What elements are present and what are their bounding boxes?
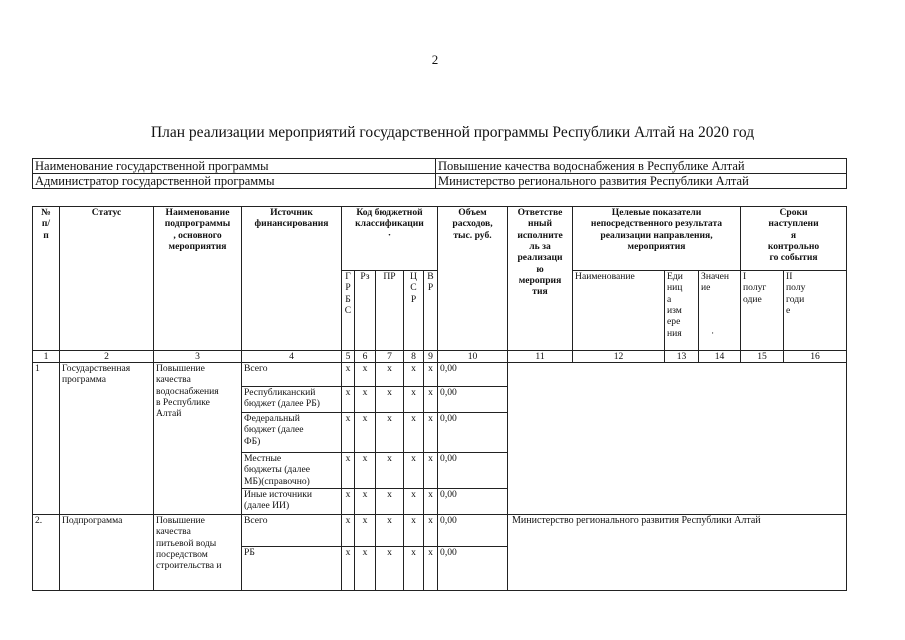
document-title: План реализации мероприятий государственной программы Республики Алтай на 2020 год: [150, 124, 755, 141]
row-amount: 0,00: [438, 515, 508, 547]
code-csr: х: [404, 547, 424, 591]
row-amount: 0,00: [438, 363, 508, 387]
code-csr: х: [404, 515, 424, 547]
code-pr: х: [376, 413, 404, 453]
code-vr: х: [424, 363, 438, 387]
row-source: Федеральный бюджет (далее ФБ): [242, 413, 342, 453]
code-pr: х: [376, 363, 404, 387]
code-csr: х: [404, 387, 424, 413]
header-deadlines: Сроки наступлени я контрольно го события: [741, 207, 847, 271]
column-number: 9: [424, 351, 438, 363]
row-status: Подпрограмма: [60, 515, 154, 591]
code-rz: х: [355, 453, 376, 489]
header-target-value: [699, 271, 741, 351]
code-vr: х: [424, 489, 438, 515]
code-pr: х: [376, 547, 404, 591]
row-name: Повышение качества водоснабжения в Республике Алтай: [154, 363, 242, 515]
column-number: 13: [665, 351, 699, 363]
row-source: Всего: [242, 515, 342, 547]
code-grbs: х: [342, 363, 355, 387]
code-grbs: х: [342, 387, 355, 413]
code-csr: х: [404, 489, 424, 515]
code-rz: х: [355, 387, 376, 413]
row-num: 1: [33, 363, 60, 515]
row-responsible: [508, 363, 847, 515]
program-admin-value: Министерство регионального развития Республики Алтай: [436, 174, 847, 189]
row-amount: 0,00: [438, 547, 508, 591]
code-vr: х: [424, 387, 438, 413]
header-half-2: II полу годи е: [784, 271, 847, 351]
table-row: [33, 515, 847, 547]
row-amount: 0,00: [438, 489, 508, 515]
code-pr: х: [376, 387, 404, 413]
table-row: [33, 363, 847, 387]
header-targets: Целевые показатели непосредственного результата реализации направления, мероприятия: [573, 207, 741, 271]
code-grbs: х: [342, 413, 355, 453]
column-number: 15: [741, 351, 784, 363]
code-rz: х: [355, 413, 376, 453]
header-status: Статус: [60, 207, 154, 351]
code-rz: х: [355, 363, 376, 387]
program-name-label: Наименование государственной программы: [33, 159, 436, 174]
row-responsible: Министерство регионального развития Республики Алтай: [508, 515, 847, 591]
row-num: 2.: [33, 515, 60, 591]
code-pr: х: [376, 489, 404, 515]
code-vr: х: [424, 413, 438, 453]
header-responsible: Ответстве нный исполните ль за реализаци ю мероприя тия: [508, 207, 573, 351]
header-vr: В Р: [424, 271, 438, 351]
row-source: РБ: [242, 547, 342, 591]
column-number: 6: [355, 351, 376, 363]
row-amount: 0,00: [438, 453, 508, 489]
header-target-value-mark: ·: [711, 327, 715, 339]
program-admin-row: [33, 174, 847, 189]
row-status: Государственная программа: [60, 363, 154, 515]
column-number: 4: [242, 351, 342, 363]
header-half-1: I полуг одие: [741, 271, 784, 351]
header-target-unit: Еди ниц а изм ере ния: [665, 271, 699, 351]
column-number: 10: [438, 351, 508, 363]
code-grbs: х: [342, 453, 355, 489]
plan-table: [32, 206, 847, 591]
column-number: 2: [60, 351, 154, 363]
header-pr: ПР: [376, 271, 404, 351]
program-name-value: Повышение качества водоснабжения в Республике Алтай: [436, 159, 847, 174]
column-number: 12: [573, 351, 665, 363]
row-source: Иные источники (далее ИИ): [242, 489, 342, 515]
row-amount: 0,00: [438, 413, 508, 453]
header-target-value-label: Значен ие: [701, 271, 730, 294]
row-source: Республиканский бюджет (далее РБ): [242, 387, 342, 413]
code-grbs: х: [342, 515, 355, 547]
code-grbs: х: [342, 547, 355, 591]
code-csr: х: [404, 363, 424, 387]
code-rz: х: [355, 547, 376, 591]
header-grbs: Г Р Б С: [342, 271, 355, 351]
code-vr: х: [424, 547, 438, 591]
header-num: № п/ п: [33, 207, 60, 351]
code-pr: х: [376, 453, 404, 489]
header-csr: Ц С Р: [404, 271, 424, 351]
header-budget-code: [342, 207, 438, 271]
header-budget-code-label: Код бюджетной классификации: [355, 207, 424, 230]
column-number: 16: [784, 351, 847, 363]
program-name-row: [33, 159, 847, 174]
column-number: 14: [699, 351, 741, 363]
header-target-name: Наименование: [573, 271, 665, 351]
column-number: 8: [404, 351, 424, 363]
column-number: 7: [376, 351, 404, 363]
code-pr: х: [376, 515, 404, 547]
row-name: Повышение качества питьевой воды посредством строительства и: [154, 515, 242, 591]
column-numbers-row: [33, 351, 847, 363]
page-number: 2: [431, 52, 439, 67]
header-row-1: [33, 207, 847, 271]
column-number: 1: [33, 351, 60, 363]
header-name: Наименование подпрограммы , основного мероприятия: [154, 207, 242, 351]
header-budget-code-mark: ·: [387, 229, 392, 241]
code-csr: х: [404, 413, 424, 453]
header-rz: Рз: [355, 271, 376, 351]
header-source: Источник финансирования: [242, 207, 342, 351]
code-grbs: х: [342, 489, 355, 515]
program-info-table: [32, 158, 847, 189]
program-admin-label: Администратор государственной программы: [33, 174, 436, 189]
code-rz: х: [355, 515, 376, 547]
row-source: Местные бюджеты (далее МБ)(справочно): [242, 453, 342, 489]
header-volume: Объем расходов, тыс. руб.: [438, 207, 508, 351]
code-rz: х: [355, 489, 376, 515]
column-number: 5: [342, 351, 355, 363]
row-amount: 0,00: [438, 387, 508, 413]
code-csr: х: [404, 453, 424, 489]
column-number: 11: [508, 351, 573, 363]
code-vr: х: [424, 453, 438, 489]
column-number: 3: [154, 351, 242, 363]
row-source: Всего: [242, 363, 342, 387]
code-vr: х: [424, 515, 438, 547]
